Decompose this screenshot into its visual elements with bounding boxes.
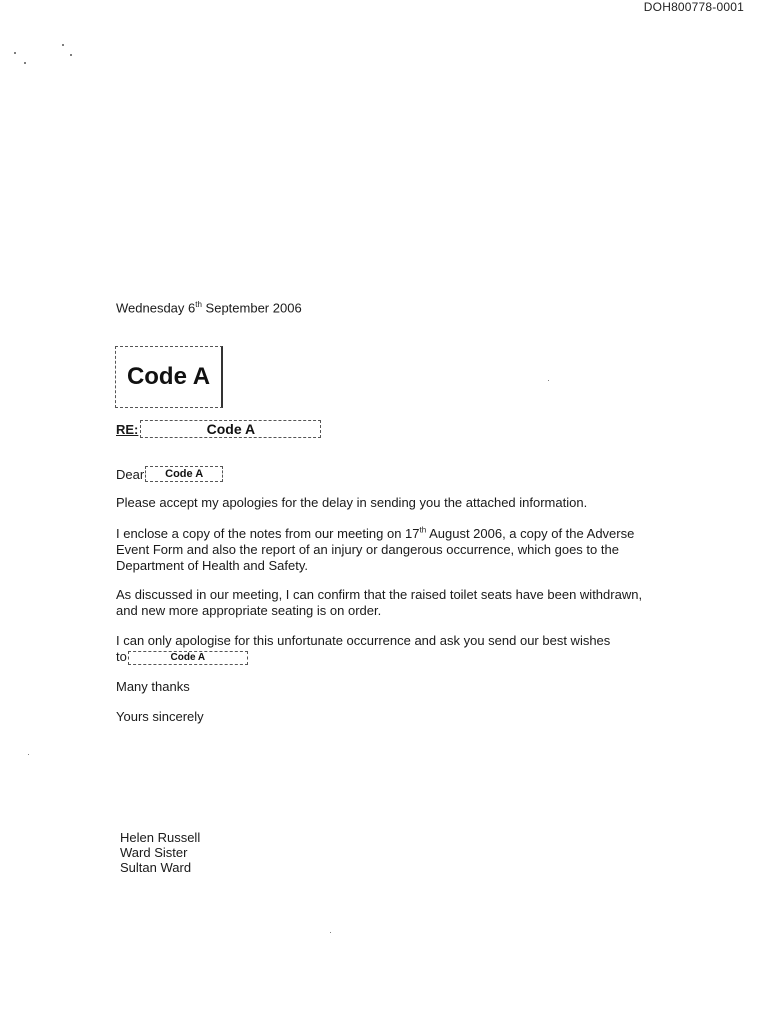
scan-speck: [14, 52, 16, 54]
paragraph-wishes: [116, 633, 616, 665]
enclosures-text-start: I enclose a copy of the notes from our meeting on 17: [116, 526, 420, 541]
scan-speck: [548, 380, 549, 381]
scan-speck: [28, 754, 29, 755]
scan-speck: [62, 44, 64, 46]
date-day: Wednesday 6: [116, 300, 196, 316]
salutation: [116, 466, 223, 482]
enclosures-ordinal: th: [419, 525, 427, 535]
salutation-redaction: Code A: [145, 466, 223, 482]
closing-thanks: Many thanks: [116, 679, 190, 694]
subject-redaction: Code A: [140, 420, 321, 438]
signature-title: Ward Sister: [120, 845, 188, 860]
wishes-text: I can only apologise for this unfortunate occurrence and ask you send our best wishes to: [116, 633, 611, 664]
wishes-redaction: Code A: [128, 651, 248, 665]
paragraph-seating: As discussed in our meeting, I can confirm that the raised toilet seats have been withdrawn, and new more appropriate seating is on order.: [116, 587, 643, 618]
scan-speck: [70, 54, 72, 56]
address-redaction: Code A: [115, 346, 223, 408]
salutation-label: Dear: [116, 466, 145, 482]
paragraph-enclosures: [116, 526, 656, 574]
date-ordinal: th: [195, 300, 202, 309]
paragraph-apology: Please accept my apologies for the delay in sending you the attached information.: [116, 495, 588, 510]
signature-ward: Sultan Ward: [120, 860, 192, 875]
signature-block: [120, 830, 200, 875]
date-month-year: September 2006: [201, 300, 302, 316]
subject-line: [116, 420, 321, 438]
closing-sincerely: Yours sincerely: [116, 709, 204, 724]
scan-speck: [24, 62, 26, 64]
signature-name: Helen Russell: [120, 830, 201, 845]
enclosures-text-end: August 2006, a copy of the Adverse Event Form and also the report of an injury or dangerous occurrence, which goes to the Department of Health and Safety.: [116, 526, 635, 573]
letter-date: [116, 300, 302, 315]
subject-label: RE:: [116, 421, 139, 437]
scan-speck: [330, 932, 331, 933]
document-id: DOH800778-0001: [643, 0, 744, 14]
